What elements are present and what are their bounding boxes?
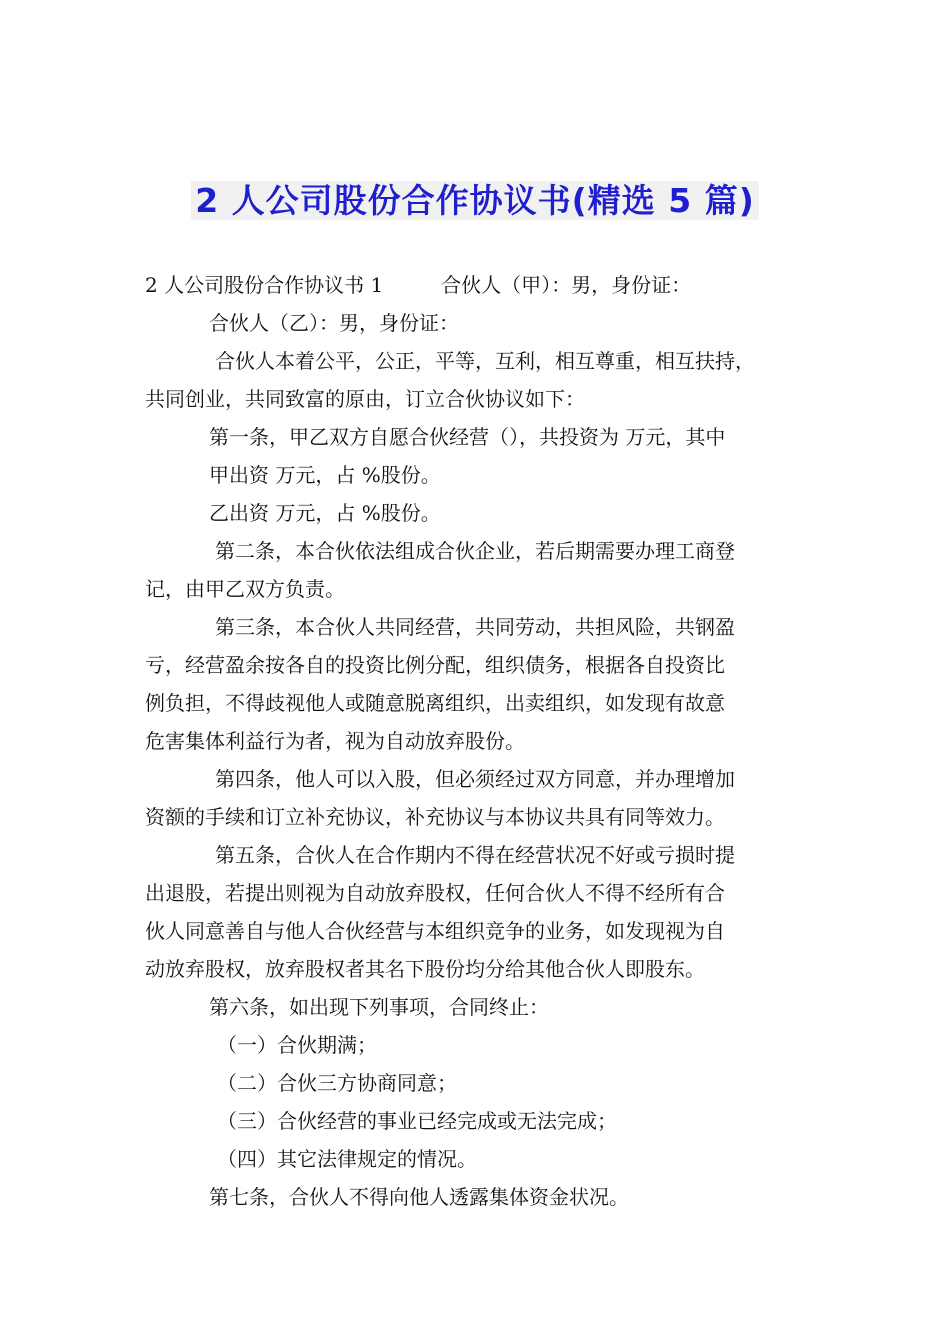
body-line: （二）合伙三方协商同意； [217,1071,457,1095]
body-line: （一）合伙期满； [217,1033,377,1057]
body-line: 第三条，本合伙人共同经营，共同劳动，共担风险，共钢盈 [215,615,735,639]
document-title-text: 2 人公司股份合作协议书(精选 5 篇) [191,181,759,220]
body-line [145,266,835,304]
body-line: 例负担，不得歧视他人或随意脱离组织，出卖组织，如发现有故意 [145,691,725,715]
body-line: 亏，经营盈余按各自的投资比例分配，组织债务，根据各自投资比 [145,653,725,677]
body-line: 伙人同意善自与他人合伙经营与本组织竞争的业务，如发现视为自 [145,919,725,943]
body-line: 共同创业，共同致富的原由，订立合伙协议如下： [145,387,585,411]
body-line: 动放弃股权，放弃股权者其名下股份均分给其他合伙人即股东。 [145,957,705,981]
party-a-line: 合伙人（甲）：男，身份证： [441,273,692,297]
document-body [145,266,835,1216]
body-line: 甲出资 万元，占 %股份。 [209,463,441,487]
body-line: 第七条，合伙人不得向他人透露集体资金状况。 [209,1185,629,1209]
body-line: 记，由甲乙双方负责。 [145,577,345,601]
body-line: （四）其它法律规定的情况。 [217,1147,477,1171]
body-line: 第五条，合伙人在合作期内不得在经营状况不好或亏损时提 [215,843,735,867]
body-line: 第四条，他人可以入股，但必须经过双方同意，并办理增加 [215,767,735,791]
body-line: 第二条，本合伙依法组成合伙企业，若后期需要办理工商登 [215,539,735,563]
body-line: 合伙人本着公平，公正，平等，互利，相互尊重，相互扶持， [215,349,755,373]
body-line: 乙出资 万元，占 %股份。 [209,501,441,525]
body-line: 资额的手续和订立补充协议，补充协议与本协议共具有同等效力。 [145,805,725,829]
body-line: （三）合伙经营的事业已经完成或无法完成； [217,1109,617,1133]
body-line: 危害集体利益行为者，视为自动放弃股份。 [145,729,525,753]
section-heading: 2 人公司股份合作协议书 1 [145,273,384,297]
body-line: 合伙人（乙）：男，身份证： [209,311,459,335]
document-title [0,176,950,226]
body-line: 第一条，甲乙双方自愿合伙经营（），共投资为 万元，其中 [209,425,726,449]
body-line: 出退股，若提出则视为自动放弃股权，任何合伙人不得不经所有合 [145,881,725,905]
body-line: 第六条，如出现下列事项，合同终止： [209,995,549,1019]
